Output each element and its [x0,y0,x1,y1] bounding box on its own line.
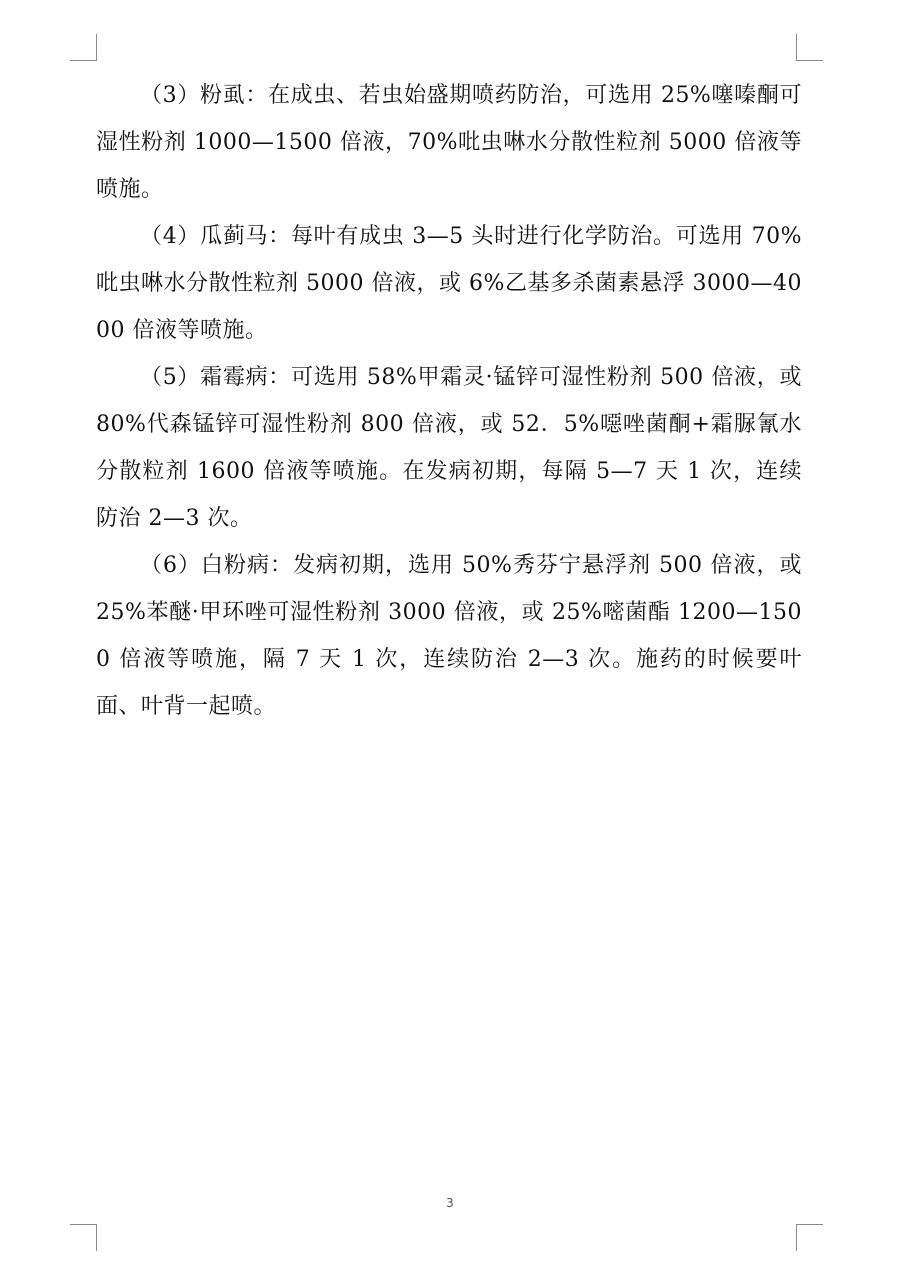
document-body [96,72,802,730]
paragraph-thrips: （4）瓜蓟马：每叶有成虫 3—5 头时进行化学防治。可选用 70%吡虫啉水分散性粒剂 5000 倍液，或 6%乙基多杀菌素悬浮 3000—4000 倍液等喷施。 [96,224,802,343]
paragraph-whitefly: （3）粉虱：在成虫、若虫始盛期喷药防治，可选用 25%噻嗪酮可湿性粉剂 1000—1500 倍液，70%吡虫啉水分散性粒剂 5000 倍液等喷施。 [96,83,802,202]
crop-mark-top-right [796,34,823,61]
paragraph-powdery-mildew: （6）白粉病：发病初期，选用 50%秀芬宁悬浮剂 500 倍液，或 25%苯醚·甲环唑可湿性粉剂 3000 倍液，或 25%嘧菌酯 1200—1500 倍液等喷施，隔 7 天 1 次，连续防治 2—3 次。施药的时候要叶面、叶背一起喷。 [96,553,802,719]
paragraph-downy-mildew: （5）霜霉病：可选用 58%甲霜灵·锰锌可湿性粉剂 500 倍液，或 80%代森锰锌可湿性粉剂 800 倍液，或 52．5%噁唑菌酮+霜脲氰水分散粒剂 1600 倍液等喷施。在发病初期，每隔 5—7 天 1 次，连续防治 2—3 次。 [96,365,802,531]
page-number: 3 [446,1196,454,1210]
crop-mark-top-left [70,34,97,61]
crop-mark-bottom-left [70,1224,97,1251]
crop-mark-bottom-right [796,1224,823,1251]
